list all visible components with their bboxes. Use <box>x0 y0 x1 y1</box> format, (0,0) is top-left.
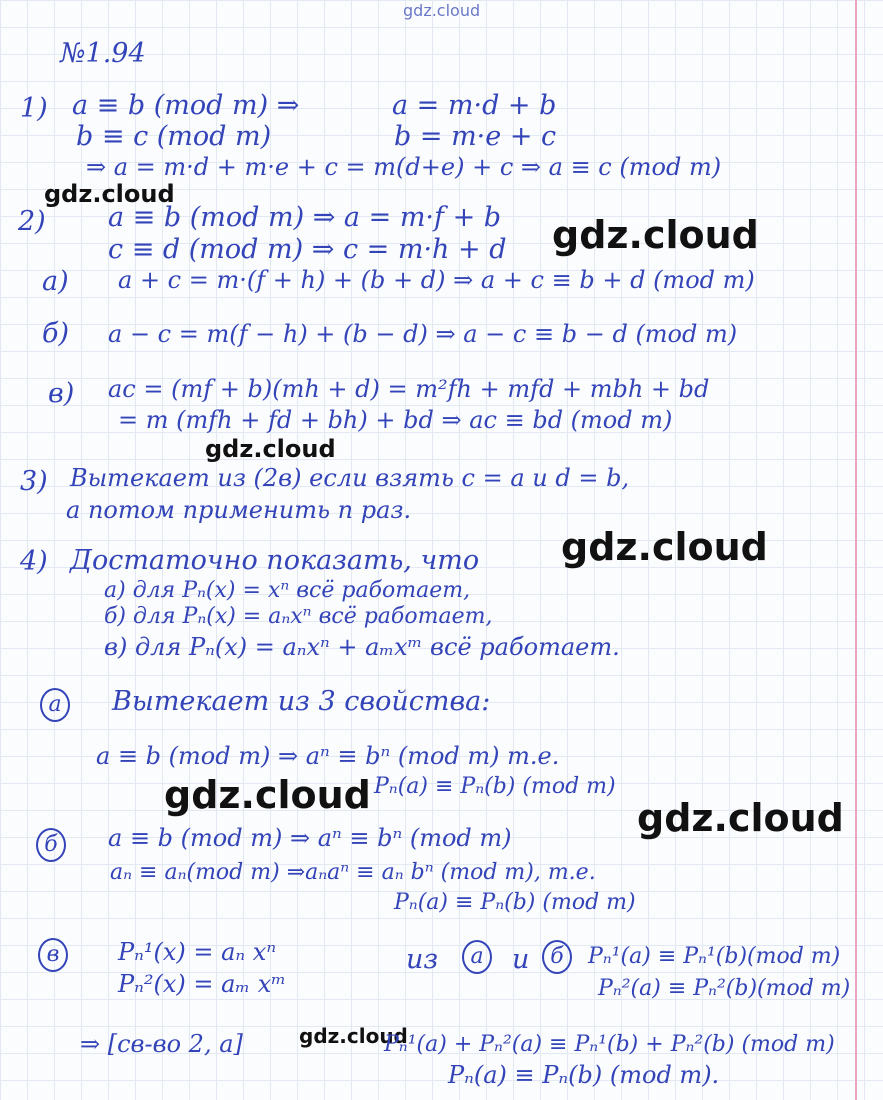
final-line-2: Pₙ(a) ≡ Pₙ(b) (mod m). <box>448 1061 720 1089</box>
part-4v-text: в) для Pₙ(x) = aₙxⁿ + aₘxᵐ всё работает. <box>104 633 620 661</box>
part-3-label: 3) <box>20 466 48 497</box>
circle-b-marker: б <box>36 828 66 862</box>
part-v-and: и <box>512 944 530 975</box>
part-3-line-1: Вытекает из (2в) если взять c = a и d = b, <box>70 464 630 492</box>
page-margin-line <box>855 0 857 1100</box>
watermark: gdz.cloud <box>299 1024 408 1048</box>
part-a-line-1: Вытекает из 3 свойства: <box>112 686 491 717</box>
part-v-from: из <box>406 944 439 975</box>
circle-ref-a: а <box>462 940 492 974</box>
watermark: gdz.cloud <box>44 180 175 208</box>
watermark: gdz.cloud <box>637 796 844 840</box>
part-a-line-2: a ≡ b (mod m) ⇒ aⁿ ≡ bⁿ (mod m) т.е. <box>96 742 560 770</box>
part-2a-label: а) <box>42 266 69 297</box>
part-b-line-3: Pₙ(a) ≡ Pₙ(b) (mod m) <box>394 890 636 915</box>
part-2v-label: в) <box>48 378 75 409</box>
problem-number: №1.94 <box>60 38 146 69</box>
circle-v-marker: в <box>38 938 68 972</box>
final-line-1b: Pₙ¹(a) + Pₙ²(a) ≡ Pₙ¹(b) + Pₙ²(b) (mod m) <box>384 1032 835 1057</box>
part-1-line-1b: a = m·d + b <box>392 90 557 121</box>
part-1-line-2a: b ≡ c (mod m) <box>76 121 272 152</box>
part-1-line-3: ⇒ a = m·d + m·e + c = m(d+e) + c ⇒ a ≡ c (mod m) <box>86 153 722 181</box>
part-4b-text: б) для Pₙ(x) = aₙxⁿ всё работает, <box>104 604 493 629</box>
part-2-label: 2) <box>18 206 46 237</box>
part-2-line-2: c ≡ d (mod m) ⇒ c = m·h + d <box>108 234 507 265</box>
part-3-line-2: а потом применить n раз. <box>66 496 412 524</box>
part-v-right-2: Pₙ²(a) ≡ Pₙ²(b)(mod m) <box>598 976 851 1001</box>
part-b-line-1: a ≡ b (mod m) ⇒ aⁿ ≡ bⁿ (mod m) <box>108 824 512 852</box>
part-v-line-1: Pₙ¹(x) = aₙ xⁿ <box>118 938 277 966</box>
part-1-line-1a: a ≡ b (mod m) ⇒ <box>72 90 300 121</box>
part-2b-text: a − c = m(f − h) + (b − d) ⇒ a − c ≡ b − d (mod m) <box>108 320 738 348</box>
part-4-line-1: Достаточно показать, что <box>70 545 480 576</box>
part-v-right-1: Pₙ¹(a) ≡ Pₙ¹(b)(mod m) <box>588 944 841 969</box>
part-1-line-2b: b = m·e + c <box>394 121 557 152</box>
part-2b-label: б) <box>42 318 70 349</box>
part-a-line-3: Pₙ(a) ≡ Pₙ(b) (mod m) <box>374 774 616 799</box>
watermark-top: gdz.cloud <box>403 1 481 20</box>
part-1-label: 1) <box>20 93 48 124</box>
watermark: gdz.cloud <box>205 435 336 463</box>
part-b-line-2: aₙ ≡ aₙ(mod m) ⇒aₙaⁿ ≡ aₙ bⁿ (mod m), т.е. <box>110 860 596 885</box>
part-2-line-1: a ≡ b (mod m) ⇒ a = m·f + b <box>108 202 502 233</box>
part-2v-line-2: = m (mfh + fd + bh) + bd ⇒ ac ≡ bd (mod m) <box>118 406 673 434</box>
part-v-line-2: Pₙ²(x) = aₘ xᵐ <box>118 970 287 998</box>
watermark: gdz.cloud <box>561 525 768 569</box>
watermark: gdz.cloud <box>164 773 371 817</box>
circle-a-marker: а <box>40 688 70 722</box>
part-4a-text: а) для Pₙ(x) = xⁿ всё работает, <box>104 578 471 603</box>
circle-ref-b: б <box>542 940 572 974</box>
final-line-1a: ⇒ [св-во 2, а] <box>80 1030 243 1058</box>
part-2a-text: a + c = m·(f + h) + (b + d) ⇒ a + c ≡ b + d (mod m) <box>118 266 755 294</box>
watermark: gdz.cloud <box>552 213 759 257</box>
part-2v-line-1: ac = (mf + b)(mh + d) = m²fh + mfd + mbh + bd <box>108 375 710 403</box>
part-4-label: 4) <box>20 546 48 577</box>
